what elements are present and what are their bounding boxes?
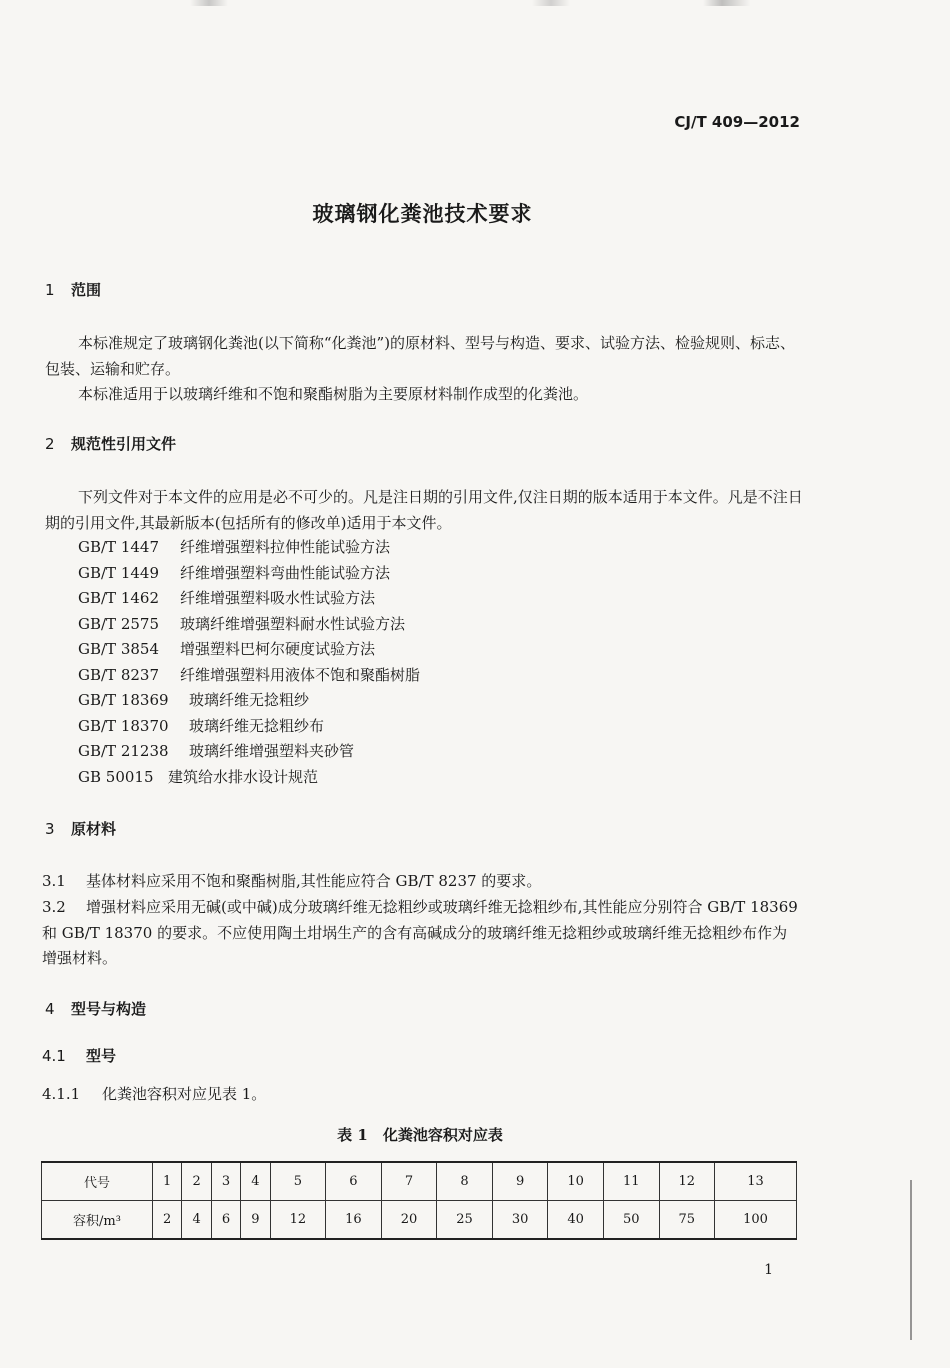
reference-code: GB/T 18370: [78, 717, 169, 735]
table-cell: 8: [437, 1162, 493, 1201]
reference-item: [78, 715, 324, 736]
reference-item: [78, 638, 375, 659]
table-cell: 25: [437, 1201, 493, 1240]
table-cell: 40: [548, 1201, 604, 1240]
row-header-code: 代号: [42, 1162, 153, 1201]
table-row-volumes: [42, 1201, 797, 1240]
table-cell: 9: [241, 1201, 270, 1240]
section-3-heading: [45, 818, 116, 839]
row-header-volume: 容积/m³: [42, 1201, 153, 1240]
reference-code: GB/T 1449: [78, 564, 160, 582]
reference-name: 建筑给水排水设计规范: [168, 768, 319, 786]
table-row-codes: [42, 1162, 797, 1201]
clause-3-2: [42, 895, 802, 972]
reference-name: 玻璃纤维无捻粗纱布: [189, 717, 325, 735]
clause-text: 化粪池容积对应见表 1。: [102, 1085, 267, 1103]
table-cell: 75: [659, 1201, 715, 1240]
section-title: 规范性引用文件: [71, 435, 177, 453]
reference-item: [78, 689, 309, 710]
reference-name: 纤维增强塑料用液体不饱和聚酯树脂: [180, 666, 421, 684]
table-cell: 1: [153, 1162, 182, 1201]
reference-item: [78, 766, 318, 787]
reference-name: 玻璃纤维增强塑料耐水性试验方法: [180, 615, 406, 633]
table-cell: 2: [153, 1201, 182, 1240]
reference-code: GB/T 1447: [78, 538, 160, 556]
table-cell: 10: [548, 1162, 604, 1201]
reference-name: 增强塑料巴柯尔硬度试验方法: [180, 640, 376, 658]
table-cell: 6: [326, 1162, 382, 1201]
table-cell: 4: [182, 1201, 211, 1240]
clause-number: 4.1.1: [42, 1085, 81, 1103]
section-2-heading: [45, 433, 176, 454]
reference-name: 纤维增强塑料弯曲性能试验方法: [180, 564, 391, 582]
reference-code: GB/T 8237: [78, 666, 160, 684]
clause-text: 增强材料应采用无碱(或中碱)成分玻璃纤维无捻粗纱或玻璃纤维无捻粗纱布,其性能应分别符合 GB/T 18369 和 GB/T 18370 的要求。不应使用陶土坩埚生产的含有高碱成分的玻璃纤维无捻粗纱或玻璃纤维无捻粗纱布作为增强材料。: [42, 898, 798, 967]
reference-name: 玻璃纤维增强塑料夹砂管: [189, 742, 355, 760]
table-cell: 16: [326, 1201, 382, 1240]
clause-text: 基体材料应采用不饱和聚酯树脂,其性能应符合 GB/T 8237 的要求。: [86, 872, 542, 890]
scan-noise: [0, 0, 950, 6]
section-title: 型号与构造: [71, 1000, 147, 1018]
volume-table: [41, 1161, 797, 1240]
reference-item: [78, 562, 390, 583]
reference-code: GB/T 1462: [78, 589, 160, 607]
table-cell: 4: [241, 1162, 270, 1201]
scope-paragraph-2: 本标准适用于以玻璃纤维和不饱和聚酯树脂为主要原材料制作成型的化粪池。: [78, 385, 589, 403]
table-cell: 13: [715, 1162, 797, 1201]
table-cell: 9: [492, 1162, 548, 1201]
reference-code: GB/T 3854: [78, 640, 160, 658]
reference-item: [78, 740, 354, 761]
table-cell: 50: [603, 1201, 659, 1240]
table-cell: 6: [211, 1201, 240, 1240]
reference-item: [78, 613, 405, 634]
table-caption: 表 1 化粪池容积对应表: [337, 1126, 503, 1144]
scope-paragraph-1: 本标准规定了玻璃钢化粪池(以下简称“化粪池”)的原材料、型号与构造、要求、试验方法、检验规则、标志、包装、运输和贮存。: [45, 334, 796, 378]
reference-code: GB/T 2575: [78, 615, 160, 633]
scan-edge-line: [910, 1180, 912, 1340]
table-cell: 5: [270, 1162, 326, 1201]
reference-code: GB/T 21238: [78, 742, 169, 760]
standard-code: CJ/T 409—2012: [674, 113, 800, 131]
reference-item: [78, 536, 390, 557]
table-cell: 2: [182, 1162, 211, 1201]
table-cell: 11: [603, 1162, 659, 1201]
clause-3-1: [42, 869, 802, 895]
section-number: 4: [45, 1000, 55, 1018]
references-intro: 下列文件对于本文件的应用是必不可少的。凡是注日期的引用文件,仅注日期的版本适用于本文件。凡是不注日期的引用文件,其最新版本(包括所有的修改单)适用于本文件。: [45, 488, 803, 532]
section-number: 4.1: [42, 1047, 66, 1065]
table-cell: 3: [211, 1162, 240, 1201]
section-number: 3: [45, 820, 55, 838]
reference-code: GB 50015: [78, 768, 154, 786]
section-title: 范围: [71, 281, 102, 299]
table-cell: 12: [270, 1201, 326, 1240]
page-number: 1: [764, 1262, 773, 1278]
table-cell: 12: [659, 1162, 715, 1201]
document-title: 玻璃钢化粪池技术要求: [312, 201, 533, 226]
table-cell: 30: [492, 1201, 548, 1240]
section-title: 原材料: [71, 820, 117, 838]
clause-4-1-1: [42, 1082, 802, 1108]
section-number: 2: [45, 435, 55, 453]
clause-number: 3.2: [42, 898, 66, 916]
reference-item: [78, 664, 420, 685]
section-4-heading: [45, 998, 146, 1019]
table-cell: 7: [381, 1162, 437, 1201]
section-1-heading: [45, 279, 101, 300]
reference-code: GB/T 18369: [78, 691, 169, 709]
reference-name: 纤维增强塑料拉伸性能试验方法: [180, 538, 391, 556]
table-cell: 20: [381, 1201, 437, 1240]
clause-number: 3.1: [42, 872, 66, 890]
section-number: 1: [45, 281, 55, 299]
reference-name: 玻璃纤维无捻粗纱: [189, 691, 310, 709]
table-cell: 100: [715, 1201, 797, 1240]
section-title: 型号: [86, 1047, 117, 1065]
reference-item: [78, 587, 375, 608]
reference-name: 纤维增强塑料吸水性试验方法: [180, 589, 376, 607]
subsection-4-1-heading: [42, 1045, 116, 1066]
